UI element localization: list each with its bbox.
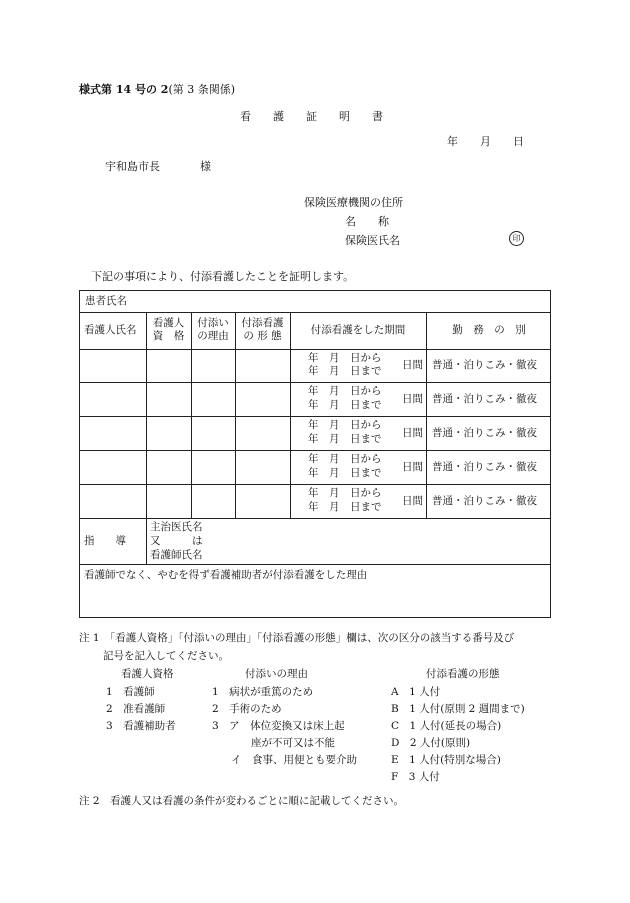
addressee-name: 宇和島市長 <box>105 160 160 173</box>
guidance-label: 指 導 <box>84 535 126 547</box>
header-qualification-1: 看護人 <box>152 317 185 329</box>
patient-name-label: 患者氏名 <box>85 295 127 307</box>
row-5-to: 年 月 日まで <box>308 501 382 513</box>
header-nurse-name: 看護人氏名 <box>84 324 137 336</box>
note-2: 注 2 看護人又は看護の条件が変わるごとに順に記載してください。 <box>79 795 405 807</box>
row-1-days: 日間 <box>402 359 423 371</box>
row-5-days: 日間 <box>402 495 423 507</box>
table-line <box>426 312 427 518</box>
addressee-honorific: 様 <box>200 160 211 173</box>
row-2-to: 年 月 日まで <box>308 399 382 411</box>
note-1-line-1: 注 1 「看護人資格」「付添いの理由」「付添看護の形態」欄は、次の区分の該当する番号及び <box>79 632 515 644</box>
header-form-2: の 形 態 <box>243 330 282 342</box>
row-2-days: 日間 <box>402 393 423 405</box>
form-item: D 2 人付(原則) <box>391 737 471 749</box>
row-4-to: 年 月 日まで <box>308 467 382 479</box>
reason-item: 3 ア 体位変換又は床上起 <box>212 720 345 732</box>
form-item: E 1 人付(特別な場合) <box>391 754 501 766</box>
reason-item: 座が不可又は不能 <box>230 737 335 749</box>
row-4-days: 日間 <box>402 461 423 473</box>
row-4-from: 年 月 日から <box>308 453 382 465</box>
note-1-line-2: 記号を記入してください。 <box>103 650 229 662</box>
row-5-from: 年 月 日から <box>308 487 382 499</box>
date-month: 月 <box>480 135 491 148</box>
row-3-to: 年 月 日まで <box>308 433 382 445</box>
header-duty: 勤 務 の 別 <box>452 324 526 336</box>
issuer-address-label: 保険医療機関の住所 <box>304 196 403 209</box>
row-4-duty: 普通・泊りこみ・徹夜 <box>432 461 537 473</box>
reason-item: 2 手術のため <box>212 703 282 715</box>
table-line <box>80 484 550 485</box>
table-line <box>80 349 550 350</box>
form-reference: (第 3 条関係) <box>168 83 236 96</box>
header-qualification-2: 資 格 <box>152 330 185 342</box>
intro-text: 下記の事項により、付添看護したことを証明します。 <box>91 270 355 283</box>
table-line <box>80 416 550 417</box>
seal-icon: 印 <box>509 231 524 246</box>
header-qualification <box>146 317 191 343</box>
table-line <box>80 564 550 565</box>
row-3-days: 日間 <box>402 427 423 439</box>
row-3-duty: 普通・泊りこみ・徹夜 <box>432 427 537 439</box>
form-number-line <box>79 81 235 97</box>
form-item: B 1 人付(原則 2 週間まで) <box>391 703 525 715</box>
form-item: A 1 人付 <box>391 686 441 698</box>
header-form-1: 付添看護 <box>241 317 284 329</box>
issuer-name-label: 名 称 <box>345 215 389 228</box>
reason-item: イ 食事、用便とも要介助 <box>231 754 357 766</box>
row-2-from: 年 月 日から <box>308 385 382 397</box>
header-reason-1: 付添い <box>197 317 229 329</box>
reason-item: 1 病状が重篤のため <box>212 686 314 698</box>
row-1-to: 年 月 日まで <box>308 365 382 377</box>
table-line <box>146 518 147 564</box>
assistant-reason-label: 看護師でなく、やむを得ず看護補助者が付添看護をした理由 <box>84 569 368 581</box>
form-item: C 1 人付(延長の場合) <box>391 720 502 732</box>
qualification-item: 3 看護補助者 <box>106 720 176 732</box>
row-5-duty: 普通・泊りこみ・徹夜 <box>432 495 537 507</box>
page-title: 看 護 証 明 書 <box>240 110 383 123</box>
table-line <box>290 312 291 518</box>
date-day: 日 <box>513 135 524 148</box>
date-year: 年 <box>447 135 458 148</box>
guidance-doctor: 主治医氏名 <box>150 521 203 533</box>
reason-title: 付添いの理由 <box>245 668 308 680</box>
qualification-item: 1 看護師 <box>106 686 155 698</box>
nursing-table <box>79 290 551 618</box>
table-line <box>80 518 550 519</box>
form-item: F 3 人付 <box>391 771 440 783</box>
header-period: 付添看護をした期間 <box>310 324 406 336</box>
row-1-duty: 普通・泊りこみ・徹夜 <box>432 359 537 371</box>
header-form <box>235 317 290 343</box>
form-number: 様式第 14 号の 2 <box>79 83 169 96</box>
table-line <box>80 382 550 383</box>
table-line <box>80 450 550 451</box>
row-1-from: 年 月 日から <box>308 352 382 364</box>
table-line <box>80 312 550 313</box>
issuer-doctor-label: 保険医氏名 <box>345 234 400 247</box>
form-title: 付添看護の形態 <box>426 668 500 680</box>
row-3-from: 年 月 日から <box>308 419 382 431</box>
qualification-title: 看護人資格 <box>121 668 174 680</box>
guidance-or: 又 は <box>150 535 203 547</box>
header-reason <box>191 317 235 343</box>
guidance-nurse: 看護師氏名 <box>150 549 203 561</box>
row-2-duty: 普通・泊りこみ・徹夜 <box>432 393 537 405</box>
header-reason-2: の理由 <box>197 330 229 342</box>
qualification-item: 2 准看護師 <box>106 703 166 715</box>
